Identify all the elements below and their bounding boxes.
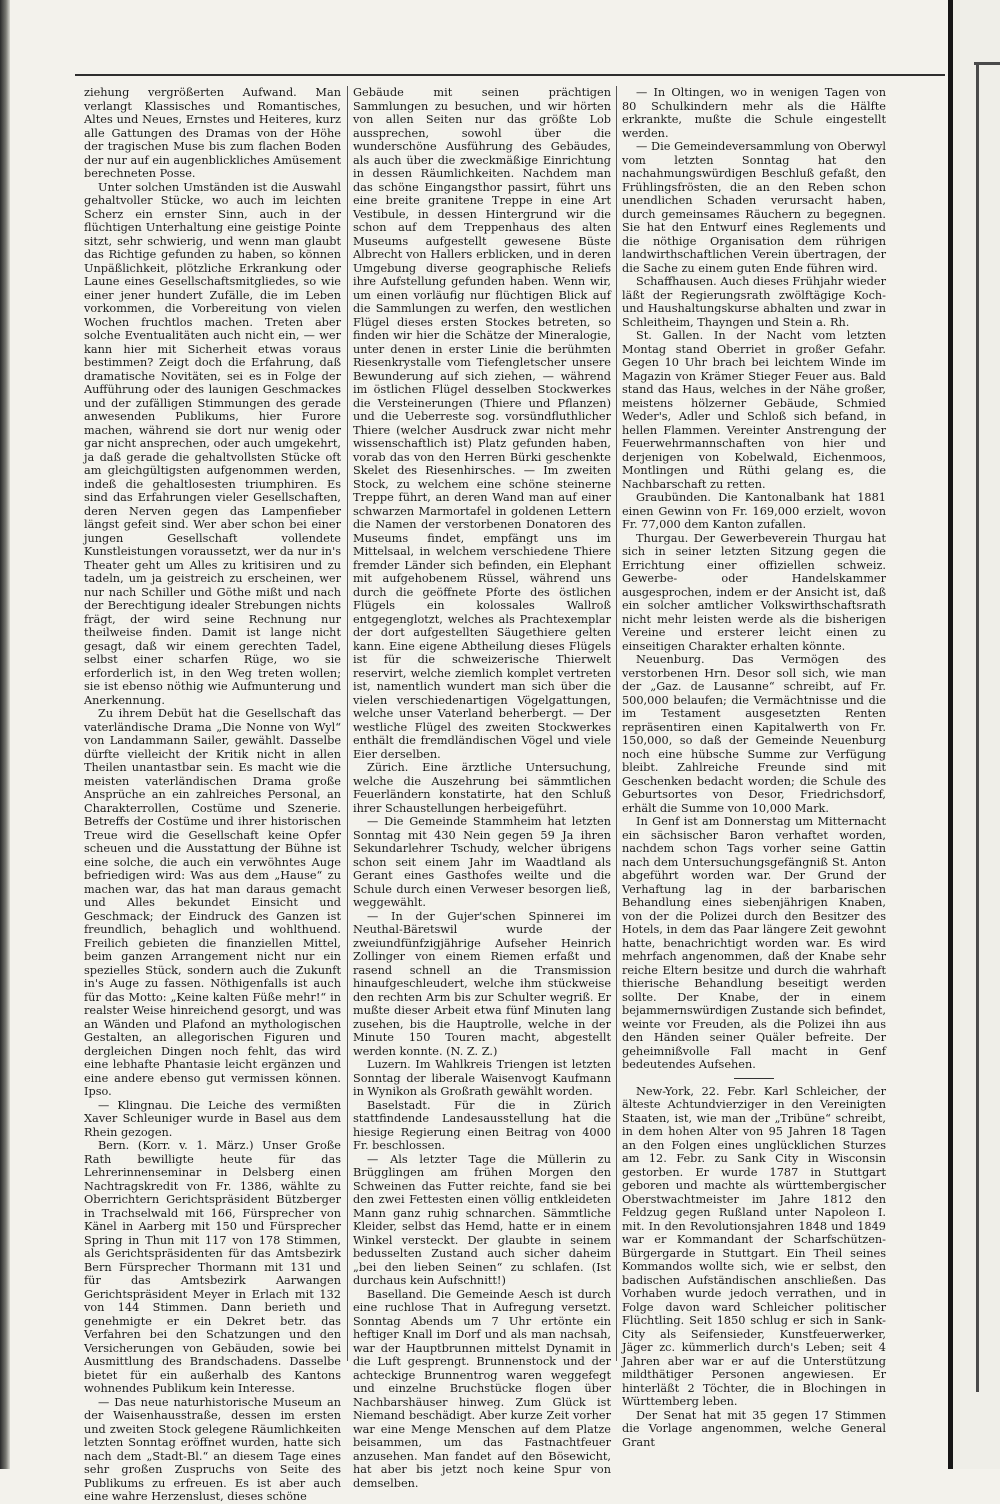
next-page-column-rule [976,62,979,1392]
column-divider [347,86,348,1361]
col1-paragraph: Unter solchen Umständen ist die Auswahl gehaltvoller Stücke, wo auch im leichten Scherz ein ernster Sinn, auch in der flüchtigen Unterhaltung eine geistige Pointe sitzt, sehr schwierig, und wenn man glaubt das Richtige gefunden zu haben, so können Unpäßlichkeit, plötzliche Erkrankung oder Laune eines Gesellschaftsmitgliedes, so wie einer jener hundert Zufälle, die im Leben vorkommen, die Vorbereitung von vielen Wochen fruchtlos machen. Treten aber solche Eventualitäten auch nicht ein, — wer kann hier mit Sicherheit etwas voraus bestimmen? Zeigt doch die Erfahrung, daß dramatische Novitäten, sei es in Folge der Aufführung oder des launigen Geschmackes und der zufälligen Stimmungen des gerade anwesenden Publikums, hier Furore machen, während sie dort nur wenig oder gar nicht ansprechen, oder auch umgekehrt, ja daß gerade die gehaltvollsten Stücke oft am gleichgültigsten aufgenommen werden, indeß die gehaltlosesten triumphiren. Es sind das Erfahrungen vieler Gesellschaften, deren Nerven gegen das Lampenfieber längst gefeit sind. Wer aber schon bei einer jungen Gesellschaft vollendete Kunstleistungen voraussetzt, wer da nur in's Theater geht um Alles zu kritisiren und zu tadeln, um ja geistreich zu erscheinen, wer nur nach Schiller und Göthe mißt und nach der Berechtigung idealer Strebungen nichts frägt, der wird seine Rechnung nur theilweise finden. Damit ist lange nicht gesagt, daß wir einem gerechten Tadel, selbst einer scharfen Rüge, wo sie erforderlich ist, in den Weg treten wollen; sie ist ebenso nöthig wie Aufmunterung und Anerkennung. [84,180,341,707]
col2-paragraph: Baselstadt. Für die in Zürich stattfindende Landesausstellung hat die hiesige Regierung einen Beitrag von 4000 Fr. beschlossen. [353,1098,611,1152]
col2-paragraph: — Als letzter Tage die Müllerin zu Brügglingen am frühen Morgen den Schweinen das Futter reichte, fand sie bei den zwei Fettesten einen völlig entkleideten Mann ganz ruhig schnarchen. Sämmtliche Kleider, selbst das Hemd, hatte er in einem Winkel versteckt. Der glaubte in seinem bedusselten Zustand auch sicher daheim „bei den lieben Seinen“ zu schlafen. (Ist durchaus kein Aufschnitt!) [353,1152,611,1287]
col3-paragraph: Schaffhausen. Auch dieses Frühjahr wieder läßt der Regierungsrath zwölftägige Koch- und Haushaltungskurse abhalten und zwar in Schleitheim, Thayngen und Stein a. Rh. [622,275,886,329]
col1-paragraph: Bern. (Korr. v. 1. März.) Unser Große Rath bewilligte heute für das Lehrerinnenseminar in Delsberg einen Nachtragskredit von Fr. 1386, wählte zu Oberrichtern Gerichtspräsident Bützberger in Trachselwald mit 166, Fürsprecher von Känel in Aarberg mit 150 und Fürsprecher Spring in Thun mit 117 von 178 Stimmen, als Gerichtspräsidenten für das Amtsbezirk Bern Fürsprecher Thormann mit 131 und für das Amtsbezirk Aarwangen Gerichtspräsident Meyer in Erlach mit 132 von 144 Stimmen. Dann berieth und genehmigte er ein Dekret betr. das Verfahren bei den Schatzungen und den Versicherungen von Gebäuden, sowie bei Ausmittlung des Brandschadens. Dasselbe bietet für ein außerhalb des Kantons wohnendes Publikum kein Interesse. [84,1139,341,1395]
col3-paragraph: — Die Gemeindeversammlung von Oberwyl vom letzten Sonntag hat den nachahmungswürdigen Beschluß gefaßt, den Frühlingsfrösten, die an den Reben schon unendlichen Schaden verursacht haben, durch gemeinsames Räuchern zu begegnen. Sie hat den Entwurf eines Reglements und die nöthige Organisation dem rührigen landwirthschaftlichen Verein übertragen, der die Sache zu einem guten Ende führen wird. [622,140,886,275]
column-2 [353,86,611,1490]
page-edge-shadow [948,0,953,1469]
col3-paragraph: St. Gallen. In der Nacht vom letzten Montag stand Oberriet in großer Gefahr. Gegen 10 Uhr brach bei leichtem Winde im Magazin von Krämer Stieger Feuer aus. Bald stand das Haus, welches in der Nähe großer, meistens hölzerner Gebäude, Schmied Weder's, Adler und Schloß sich befand, in hellen Flammen. Vereinter Anstrengung der Feuerwehrmannschaften von hier und derjenigen von Kobelwald, Eichenmoos, Montlingen und Rüthi gelang es, die Nachbarschaft zu retten. [622,329,886,491]
col2-paragraph: Baselland. Die Gemeinde Aesch ist durch eine ruchlose That in Aufregung versetzt. Sonntag Abends um 7 Uhr ertönte ein heftiger Knall im Dorf und als man nachsah, war der Hauptbrunnen mittelst Dynamit in die Luft gesprengt. Brunnenstock und der achteckige Brunnentrog waren weggefegt und einzelne Bruchstücke flogen über Nachbarshäuser hinweg. Zum Glück ist Niemand beschädigt. Aber kurze Zeit vorher war eine Menge Menschen auf dem Platze beisammen, um das Fastnachtfeuer anzusehen. Man fandet auf den Bösewicht, hat aber bis jetzt noch keine Spur von demselben. [353,1287,611,1490]
col1-paragraph: Zu ihrem Debüt hat die Gesellschaft das vaterländische Drama „Die Nonne von Wyl“ von Landammann Sailer, gewählt. Dasselbe dürfte vielleicht der Kritik nicht in allen Theilen unantastbar sein. Es macht wie die meisten vaterländischen Drama große Ansprüche an ein zahlreiches Personal, an Charakterrollen, Costüme und Szenerie. Betreffs der Costüme und ihrer historischen Treue wird die Gesellschaft keine Opfer scheuen und die Ausstattung der Bühne ist eine solche, die auch ein verwöhntes Auge befriedigen wird: Was aus dem „Hause“ zu machen war, das hat man daraus gemacht und Alles bekundet Einsicht und Geschmack; der Eindruck des Ganzen ist freundlich, behaglich und wohlthuend. Freilich gebieten die finanziellen Mittel, beim ganzen Arrangement nicht nur ein spezielles Stück, sondern auch die Zukunft in's Auge zu fassen. Nöthigenfalls ist auch für das Motto: „Keine kalten Füße mehr!“ in realster Weise hinreichend gesorgt, und was an Wänden und Plafond an mythologischen Gestalten, an allegorischen Figuren und dergleichen Dingen noch fehlt, das wird eine lebhafte Phantasie leicht ergänzen und eine andere ebenso gut vermissen können. Ipso. [84,707,341,1098]
col3-paragraph: Der Senat hat mit 35 gegen 17 Stimmen die Vorlage angenommen, welche General Grant [622,1408,886,1449]
column-3 [622,86,886,1449]
col3-paragraph: — In Oltingen, wo in wenigen Tagen von 80 Schulkindern mehr als die Hälfte erkrankte, mußte die Schule eingestellt werden. [622,86,886,140]
column-divider [616,86,617,1361]
col3-paragraph: Thurgau. Der Gewerbeverein Thurgau hat sich in seiner letzten Sitzung gegen die Errichtung einer offiziellen schweiz. Gewerbe- oder Handelskammer ausgesprochen, indem er der Ansicht ist, daß ein solcher amtlicher Volkswirthschaftsrath nicht mehr leisten werde als die bisherigen Vereine und ersterer leicht einen zu einseitigen Charakter erhalten könnte. [622,531,886,653]
col2-paragraph: Zürich. Eine ärztliche Untersuchung, welche die Auszehrung bei sämmtlichen Feuerländern konstatirte, hat den Schluß ihrer Schaustellungen herbeigeführt. [353,761,611,815]
section-separator [734,1078,774,1079]
col1-paragraph: — Klingnau. Die Leiche des vermißten Xaver Schleuniger wurde in Basel aus dem Rhein gezogen. [84,1098,341,1139]
col1-paragraph: — Das neue naturhistorische Museum an der Waisenhausstraße, dessen im ersten und zweiten Stock gelegene Räumlichkeiten letzten Sonntag eröffnet wurden, hatte sich nach dem „Stadt-Bl.“ an diesem Tage eines sehr großen Zuspruchs von Seite des Publikums zu erfreuen. Es ist aber auch eine wahre Herzenslust, dieses schöne [84,1395,341,1503]
col2-paragraph: — In der Gujer'schen Spinnerei im Neuthal-Bäretswil wurde der zweiundfünfzigjährige Aufseher Heinrich Zollinger von einem Riemen erfaßt und rasend schnell an die Transmission hinaufgeschleudert, welche ihm stückweise den rechten Arm bis zur Schulter wegriß. Er mußte dieser Arbeit etwa fünf Minuten lang zusehen, bis die Hauptrolle, welche in der Minute 150 Touren macht, abgestellt werden konnte. (N. Z. Z.) [353,909,611,1058]
col3-paragraph: Graubünden. Die Kantonalbank hat 1881 einen Gewinn von Fr. 169,000 erzielt, wovon Fr. 77,000 dem Kanton zufallen. [622,491,886,531]
col1-paragraph: ziehung vergrößerten Aufwand. Man verlangt Klassisches und Romantisches, Altes und Neues, Ernstes und Heiteres, kurz alle Gattungen des Dramas von der Höhe der tragischen Muse bis zum flachen Boden der nur auf ein augenblickliches Amüsement berechneten Posse. [84,86,341,180]
col3-paragraph: New-York, 22. Febr. Karl Schleicher, der älteste Achtundvierziger in den Vereinigten Staaten, ist, wie man der „Tribüne“ schreibt, in dem hohen Alter von 95 Jahren 18 Tagen an den Folgen eines unglücklichen Sturzes am 12. Febr. zu Sank City in Wisconsin gestorben. Er wurde 1787 in Stuttgart geboren und machte als württembergischer Oberstwachtmeister im Jahre 1812 den Feldzug gegen Rußland unter Napoleon I. mit. In den Revolutionsjahren 1848 und 1849 war er Kommandant der Scharfschützen-Bürgergarde in Stuttgart. Ein Theil seines Kommandos wollte sich, wie er selbst, den badischen Aufständischen anschließen. Das Vorhaben wurde jedoch verrathen, und in Folge davon ward Schleicher politischer Flüchtling. Seit 1850 schlug er sich in Sank-City als Seifensieder, Kunstfeuerwerker, Jäger zc. kümmerlich durch's Leben; seit 4 Jahren aber war er auf die Unterstützung mildthätiger Personen angewiesen. Er hinterläßt 2 Töchter, die in Blochingen in Württemberg leben. [622,1084,886,1408]
column-1 [84,86,341,1503]
next-page-header-rule [974,62,1000,65]
col2-paragraph: — Die Gemeinde Stammheim hat letzten Sonntag mit 430 Nein gegen 59 Ja ihren Sekundarlehrer Tschudy, welcher übrigens schon seit einem Jahr im Waadtland als Gerant eines Gasthofes weilte und die Schule durch einen Verweser besorgen ließ, weggewählt. [353,815,611,909]
col2-paragraph: Gebäude mit seinen prächtigen Sammlungen zu besuchen, und wir hörten von allen Seiten nur das größte Lob aussprechen, sowohl über die wunderschöne Ausführung des Gebäudes, als auch über die zweckmäßige Einrichtung in dessen Räumlichkeiten. Nachdem man das schöne Eingangsthor passirt, führt uns eine breite granitene Treppe in eine Art Vestibule, in dessen Hintergrund wir die schon auf dem Treppenhaus des alten Museums aufgestellt gewesene Büste Albrecht von Hallers erblicken, und in deren Umgebung diverse geographische Reliefs ihre Aufstellung gefunden haben. Wenn wir, um einen vorläufig nur flüchtigen Blick auf die Sammlungen zu werfen, den westlichen Flügel dieses ersten Stockes betreten, so finden wir hier die Schätze der Mineralogie, unter denen in erster Linie die berühmten Riesenkrystalle vom Tiefengletscher unsere Bewunderung auf sich ziehen, — während im östlichen Flügel desselben Stockwerkes die Versteinerungen (Thiere und Pflanzen) und die Ueberreste sog. vorsündfluthlicher Thiere (welcher Ausdruck zwar nicht mehr wissenschaftlich ist) Platz gefunden haben, vorab das von den Herren Bürki geschenkte Skelet des Riesenhirsches. — Im zweiten Stock, zu welchem eine schöne steinerne Treppe führt, an deren Wand man auf einer schwarzen Marmortafel in goldenen Lettern die Namen der verstorbenen Donatoren des Museums findet, empfängt uns im Mittelsaal, in welchem verschiedene Thiere fremder Länder sich befinden, ein Elephant mit aufgehobenem Rüssel, während uns durch die geöffnete Pforte des östlichen Flügels ein kolossales Wallroß entgegenglotzt, welches als Prachtexemplar der dort aufgestellten Säugethiere gelten kann. Eine eigene Abtheilung dieses Flügels ist für die schweizerische Thierwelt reservirt, welche ziemlich komplet vertreten ist, namentlich wundert man sich über die vielen verschiedenartigen Vögelgattungen, welche unser Vaterland beherbergt. — Der westliche Flügel des zweiten Stockwerkes enthält die fremdländischen Vögel und viele Eier derselben. [353,86,611,761]
col3-paragraph: Neuenburg. Das Vermögen des verstorbenen Hrn. Desor soll sich, wie man der „Gaz. de Lausanne“ schreibt, auf Fr. 500,000 belaufen; die Vermächtnisse und die im Testament ausgesetzten Renten repräsentiren einen Kapitalwerth von Fr. 150,000, so daß der Gemeinde Neuenburg noch eine hübsche Summe zur Verfügung bleibt. Zahlreiche Freunde sind mit Geschenken bedacht worden; die Schule des Geburtsortes von Desor, Friedrichsdorf, erhält die Summe von 10,000 Mark. [622,653,886,815]
header-rule [75,74,945,76]
scan-left-edge [0,0,10,1469]
col2-paragraph: Luzern. Im Wahlkreis Triengen ist letzten Sonntag der liberale Waisenvogt Kaufmann in Wynikon als Großrath gewählt worden. [353,1058,611,1098]
col3-paragraph: In Genf ist am Donnerstag um Mitternacht ein sächsischer Baron verhaftet worden, nachdem schon Tags vorher seine Gattin nach dem Untersuchungsgefängniß St. Anton abgeführt worden war. Der Grund der Verhaftung lag in der barbarischen Behandlung eines siebenjährigen Knaben, von der die Polizei durch den Besitzer des Hotels, in dem das Paar längere Zeit gewohnt hatte, benachrichtigt worden war. Es wird mehrfach angenommen, daß der Knabe sehr reiche Eltern besitze und durch die wahrhaft thierische Behandlung beseitigt werden sollte. Der Knabe, der in einem bejammernswürdigen Zustande sich befindet, weinte vor Freuden, als die Polizei ihn aus den Händen seiner Quäler befreite. Der geheimnißvolle Fall macht in Genf bedeutendes Aufsehen. [622,815,886,1071]
next-page-margin [948,0,1000,1469]
